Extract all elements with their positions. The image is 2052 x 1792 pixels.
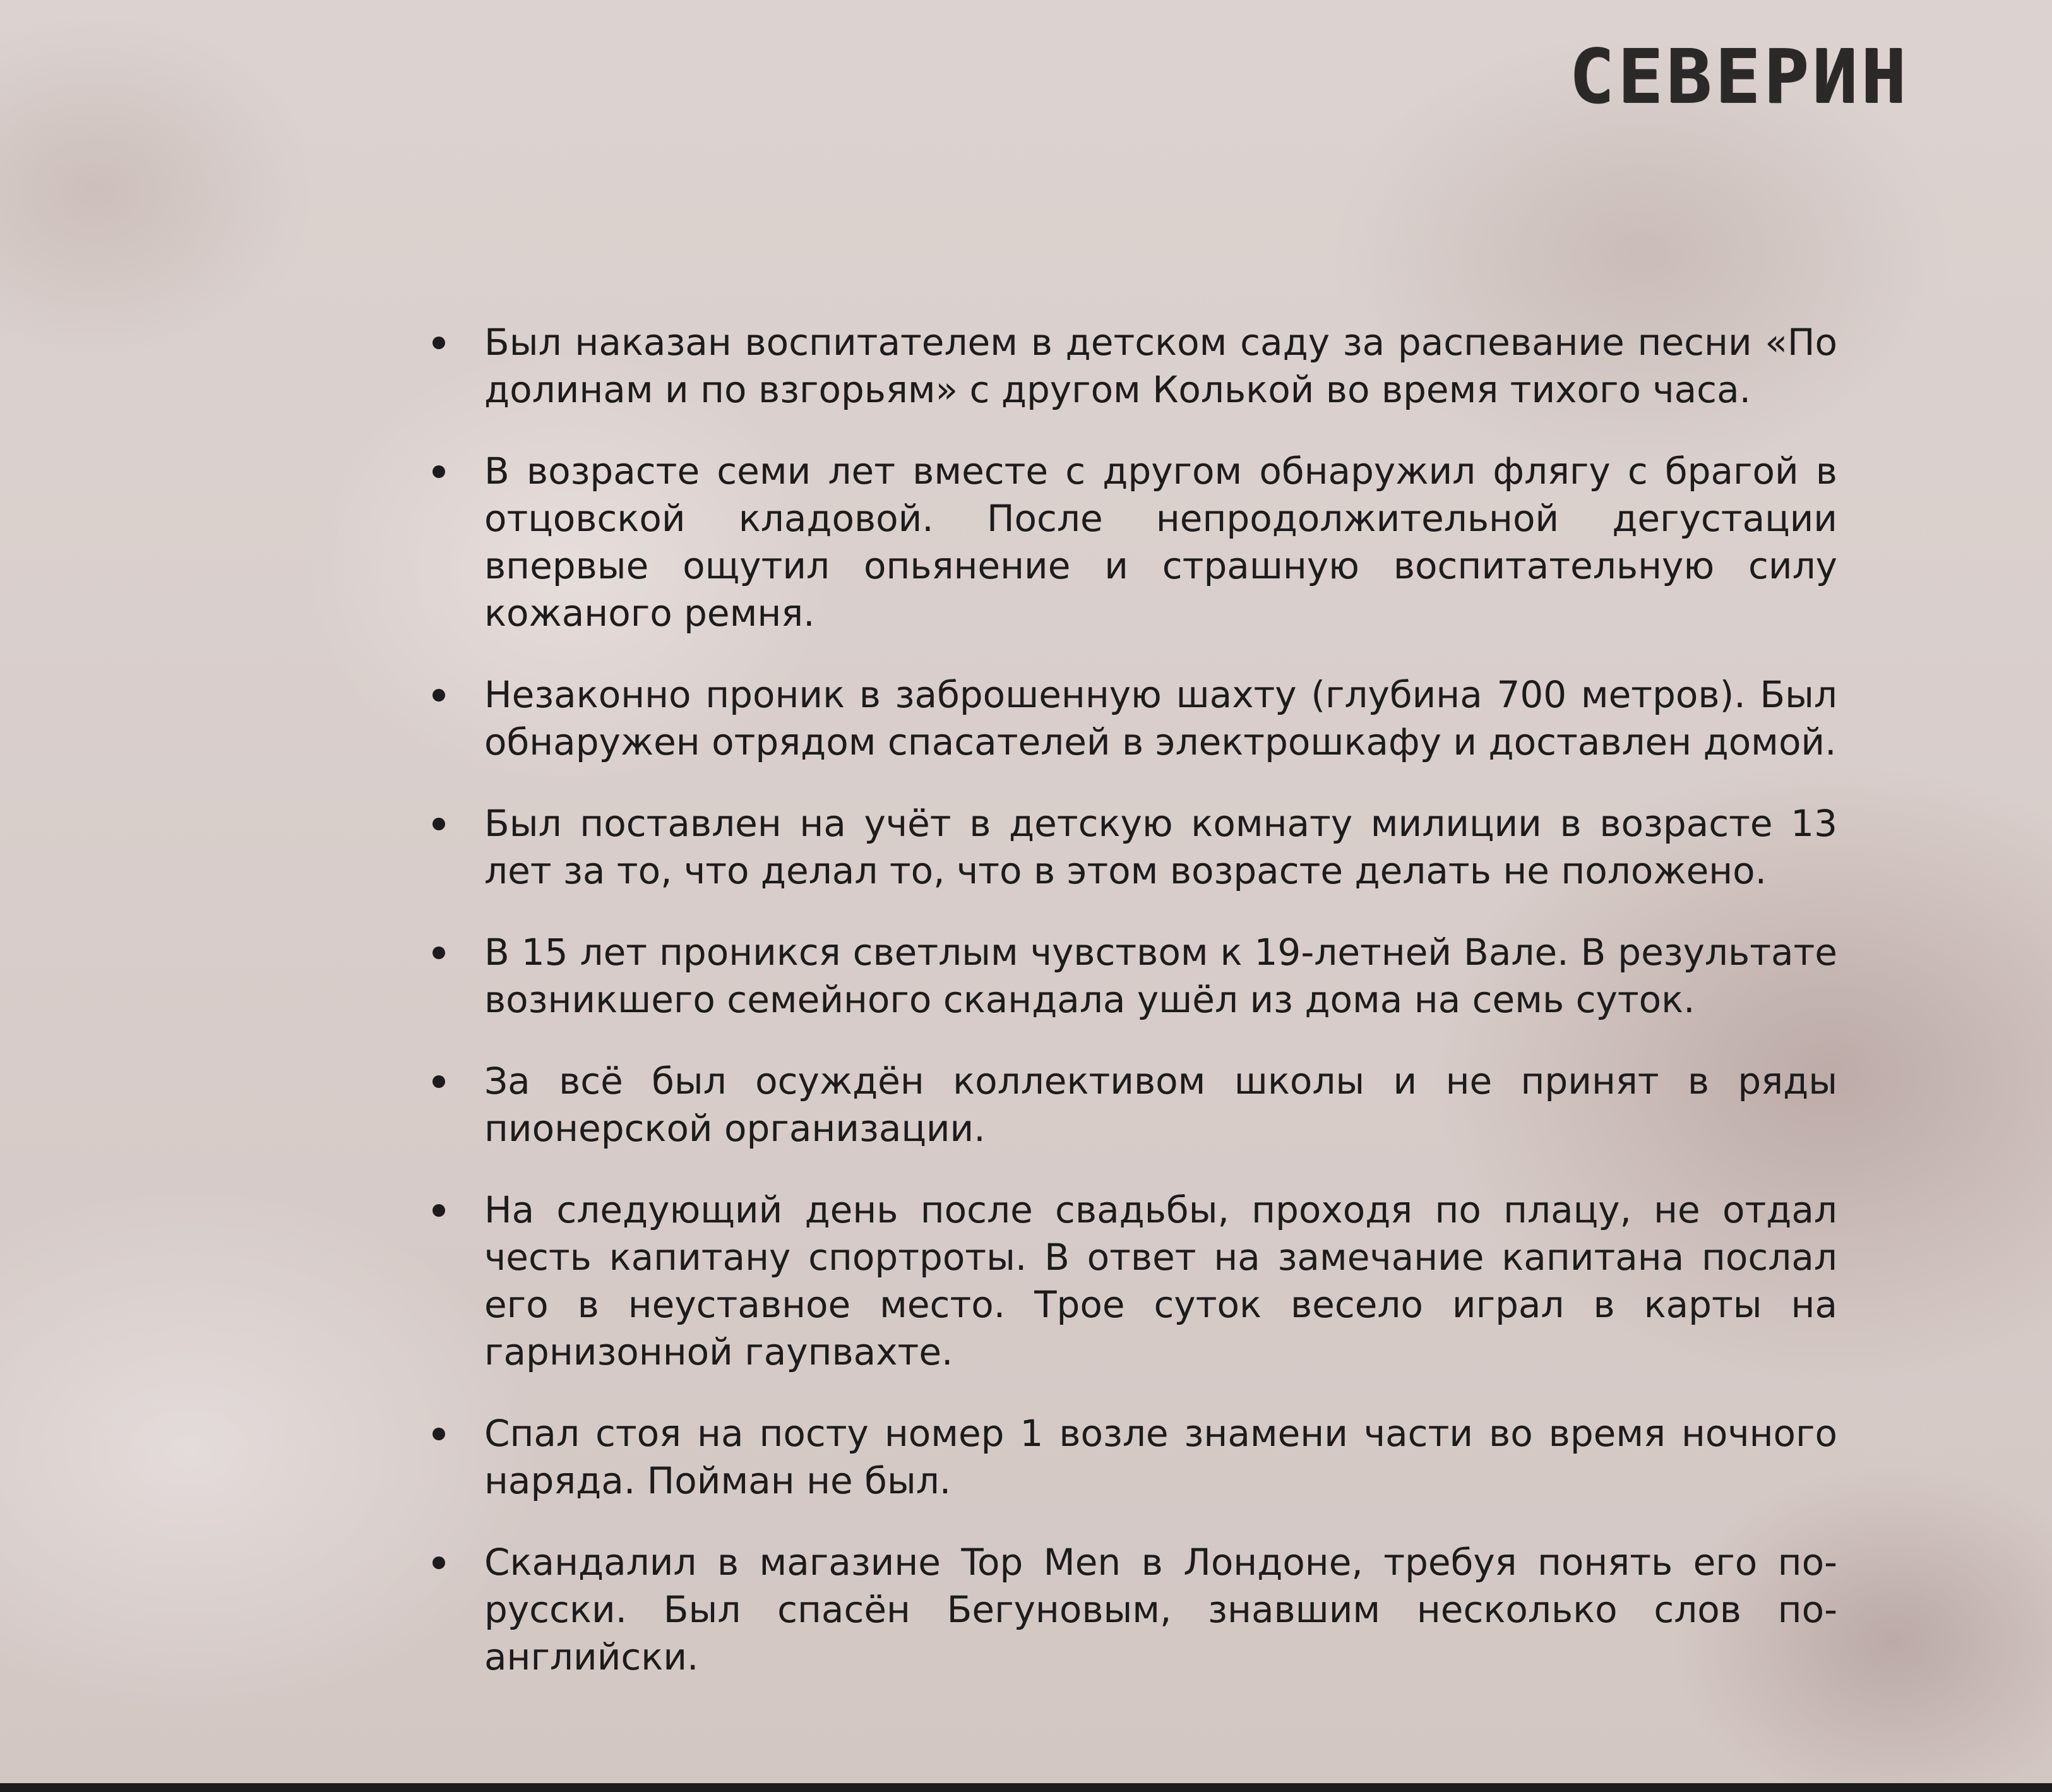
list-item — [432, 1410, 1837, 1505]
list-item — [432, 929, 1837, 1024]
page-title: СЕВЕРИН — [1569, 33, 1910, 120]
bullet-icon — [432, 465, 445, 478]
fact-text: Спал стоя на посту номер 1 возле знамени части во время ночного наряда. Пойман не был. — [484, 1412, 1837, 1502]
facts-list — [432, 319, 1837, 1715]
fact-text: За всё был осуждён коллективом школы и не принят в ряды пионерской организации. — [484, 1060, 1837, 1150]
bullet-icon — [432, 337, 445, 349]
bullet-icon — [432, 1075, 445, 1088]
fact-text: В 15 лет проникся светлым чувством к 19-летней Вале. В результате возникшего семейного скандала ушёл из дома на семь суток. — [484, 931, 1837, 1021]
fact-text: В возрасте семи лет вместе с другом обнаружил флягу с брагой в отцовской кладовой. После непродолжительной дегустации впервые ощутил опьянение и страшную воспитательную силу кожаного ремня. — [484, 450, 1837, 635]
fact-text: Был поставлен на учёт в детскую комнату милиции в возрасте 13 лет за то, что делал то, что в этом возрасте делать не положено. — [484, 802, 1837, 892]
fact-text: Был наказан воспитателем в детском саду за распевание песни «По долинам и по взгорьям» с другом Колькой во время тихого часа. — [484, 321, 1837, 411]
bullet-icon — [432, 1556, 445, 1569]
dashed-divider — [11, 153, 1978, 164]
list-item — [432, 800, 1837, 895]
list-item — [432, 1539, 1837, 1681]
fact-text: Незаконно проник в заброшенную шахту (глубина 700 метров). Был обнаружен отрядом спасателей в электрошкафу и доставлен домой. — [484, 673, 1837, 763]
list-item — [432, 319, 1837, 414]
page-bottom-edge — [0, 1783, 2052, 1792]
fact-text: На следующий день после свадьбы, проходя по плацу, не отдал честь капитану спортроты. В ответ на замечание капитана послал его в неуставное место. Трое суток весело играл в карты на гарнизонной гаупвахте. — [484, 1188, 1837, 1373]
list-item — [432, 671, 1837, 766]
bullet-icon — [432, 947, 445, 959]
fact-text: Скандалил в магазине Top Men в Лондоне, требуя понять его по-русски. Был спасён Бегуновым, знавшим несколько слов по-английски. — [484, 1541, 1837, 1678]
list-item — [432, 1058, 1837, 1152]
list-item — [432, 448, 1837, 637]
bullet-icon — [432, 818, 445, 830]
bullet-icon — [432, 689, 445, 702]
list-item — [432, 1186, 1837, 1376]
bullet-icon — [432, 1204, 445, 1217]
bullet-icon — [432, 1428, 445, 1440]
